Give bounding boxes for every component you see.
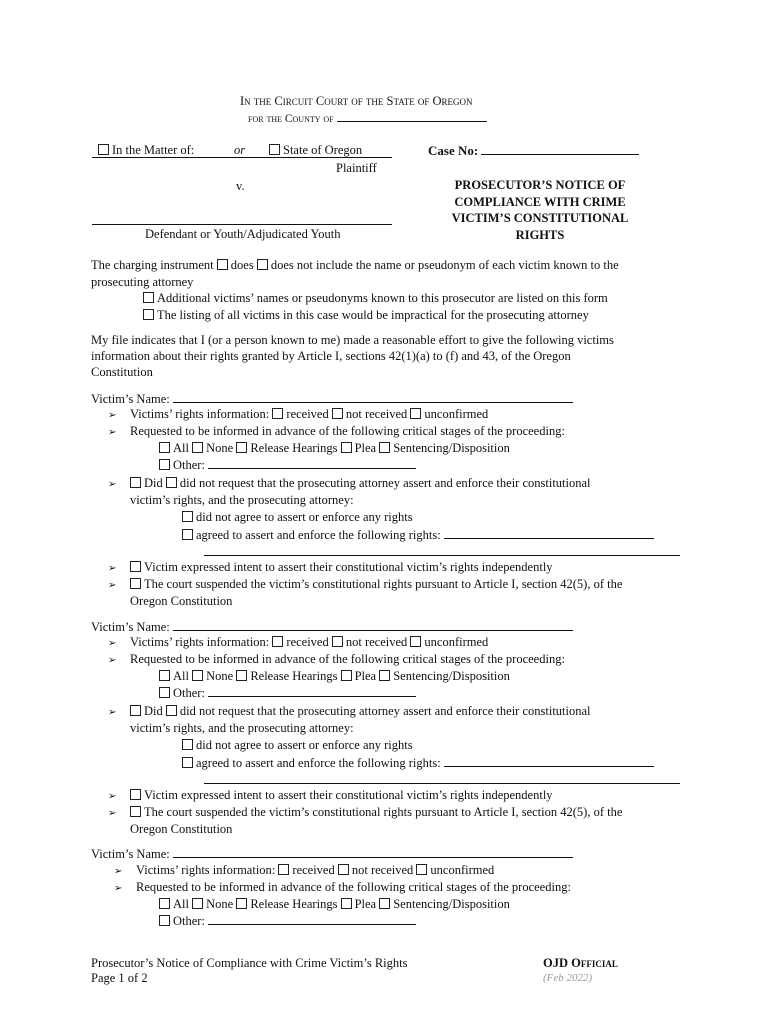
suspended-line-2: Oregon Constitution bbox=[130, 822, 233, 836]
title-line: COMPLIANCE WITH CRIME bbox=[454, 194, 626, 209]
other-field[interactable] bbox=[208, 913, 416, 925]
did-row: ➢ Did did not request that the prosecuting attorney assert and enforce their constitutional bbox=[108, 704, 591, 718]
does-not-checkbox[interactable] bbox=[257, 259, 268, 270]
agreed-row: agreed to assert and enforce the following rights: bbox=[182, 527, 654, 543]
other-checkbox[interactable] bbox=[159, 687, 170, 698]
expressed-row: ➢ Victim expressed intent to assert their constitutional victim’s rights independently bbox=[108, 560, 553, 574]
county-field[interactable] bbox=[337, 110, 487, 122]
arrow-bullet-icon: ➢ bbox=[114, 866, 123, 877]
state-row bbox=[269, 143, 362, 158]
arrow-bullet-icon: ➢ bbox=[114, 883, 123, 894]
victim-name-field[interactable] bbox=[173, 619, 573, 631]
arrow-bullet-icon: ➢ bbox=[108, 479, 117, 490]
victim-name-field[interactable] bbox=[173, 846, 573, 858]
court-heading: In the Circuit Court of the State of Oregon bbox=[240, 94, 473, 108]
victim-name-row: Victim’s Name: bbox=[91, 846, 573, 862]
arrow-bullet-icon: ➢ bbox=[108, 791, 117, 802]
other-checkbox[interactable] bbox=[159, 459, 170, 470]
additional-victims-row: Additional victims’ names or pseudonyms known to this prosecutor are listed on this form bbox=[143, 291, 608, 306]
impractical-checkbox[interactable] bbox=[143, 309, 154, 320]
not-received-checkbox[interactable] bbox=[332, 636, 343, 647]
expressed-checkbox[interactable] bbox=[130, 789, 141, 800]
suspended-row: ➢ The court suspended the victim’s constitutional rights pursuant to Article I, section 42(5), of the bbox=[108, 805, 623, 819]
unconfirmed-checkbox[interactable] bbox=[410, 636, 421, 647]
title-line: RIGHTS bbox=[515, 227, 565, 242]
agreed-field[interactable] bbox=[444, 527, 654, 539]
stages-row: All None Release Hearings Plea Sentencing/Disposition bbox=[159, 669, 510, 684]
received-checkbox[interactable] bbox=[272, 636, 283, 647]
county-label: for the County of bbox=[248, 110, 487, 127]
title-line: VICTIM’S CONSTITUTIONAL bbox=[451, 211, 629, 225]
plaintiff-label: Plaintiff bbox=[336, 161, 377, 175]
received-checkbox[interactable] bbox=[278, 864, 289, 875]
versus-label: v. bbox=[236, 179, 245, 193]
did-line-2: victim’s rights, and the prosecuting attorney: bbox=[130, 721, 354, 735]
requested-row: ➢ Requested to be informed in advance of the following critical stages of the proceeding: bbox=[114, 880, 571, 894]
form-date: (Feb 2022) bbox=[543, 972, 593, 984]
footer-title: Prosecutor’s Notice of Compliance with Crime Victim’s Rights bbox=[91, 956, 408, 970]
state-checkbox[interactable] bbox=[269, 144, 280, 155]
suspended-line-2: Oregon Constitution bbox=[130, 594, 233, 608]
plea-checkbox[interactable] bbox=[341, 898, 352, 909]
suspended-checkbox[interactable] bbox=[130, 806, 141, 817]
suspended-checkbox[interactable] bbox=[130, 578, 141, 589]
release-checkbox[interactable] bbox=[236, 442, 247, 453]
stages-row: All None Release Hearings Plea Sentencing/Disposition bbox=[159, 897, 510, 912]
none-checkbox[interactable] bbox=[192, 898, 203, 909]
document-title bbox=[430, 177, 650, 243]
all-checkbox[interactable] bbox=[159, 442, 170, 453]
other-checkbox[interactable] bbox=[159, 915, 170, 926]
sentencing-checkbox[interactable] bbox=[379, 670, 390, 681]
unconfirmed-checkbox[interactable] bbox=[410, 408, 421, 419]
arrow-bullet-icon: ➢ bbox=[108, 655, 117, 666]
plea-checkbox[interactable] bbox=[341, 670, 352, 681]
expressed-checkbox[interactable] bbox=[130, 561, 141, 572]
state-label: State of Oregon bbox=[283, 143, 363, 157]
charging-line: The charging instrument does does not include the name or pseudonym of each victim known to the bbox=[91, 258, 619, 272]
arrow-bullet-icon: ➢ bbox=[108, 808, 117, 819]
file-para-line: information about their rights granted by Article I, sections 42(1)(a) to (f) and 43, of the Oregon bbox=[91, 349, 571, 363]
agreed-field-continued[interactable] bbox=[204, 783, 680, 784]
rights-info-row: ➢ Victims’ rights information: received not received unconfirmed bbox=[108, 407, 489, 421]
agreed-checkbox[interactable] bbox=[182, 529, 193, 540]
or-label: or bbox=[234, 143, 246, 157]
agreed-row: agreed to assert and enforce the following rights: bbox=[182, 755, 654, 771]
did-checkbox[interactable] bbox=[130, 477, 141, 488]
arrow-bullet-icon: ➢ bbox=[108, 427, 117, 438]
victim-name-row: Victim’s Name: bbox=[91, 619, 573, 635]
file-para-line: Constitution bbox=[91, 365, 153, 379]
arrow-bullet-icon: ➢ bbox=[108, 580, 117, 591]
case-no-label: Case No: bbox=[428, 143, 639, 158]
defendant-label: Defendant or Youth/Adjudicated Youth bbox=[145, 227, 341, 241]
arrow-bullet-icon: ➢ bbox=[108, 707, 117, 718]
did-checkbox[interactable] bbox=[130, 705, 141, 716]
rights-info-row: ➢ Victims’ rights information: received not received unconfirmed bbox=[108, 635, 489, 649]
none-checkbox[interactable] bbox=[192, 442, 203, 453]
requested-row: ➢ Requested to be informed in advance of the following critical stages of the proceeding: bbox=[108, 424, 565, 438]
not-agree-checkbox[interactable] bbox=[182, 511, 193, 522]
rights-info-row: ➢ Victims’ rights information: received not received unconfirmed bbox=[114, 863, 495, 877]
not-agree-checkbox[interactable] bbox=[182, 739, 193, 750]
did-not-checkbox[interactable] bbox=[166, 477, 177, 488]
sentencing-checkbox[interactable] bbox=[379, 898, 390, 909]
received-checkbox[interactable] bbox=[272, 408, 283, 419]
charging-line-2: prosecuting attorney bbox=[91, 275, 194, 289]
case-no-field[interactable] bbox=[481, 143, 639, 155]
all-checkbox[interactable] bbox=[159, 670, 170, 681]
page-number: Page 1 of 2 bbox=[91, 971, 148, 985]
none-checkbox[interactable] bbox=[192, 670, 203, 681]
release-checkbox[interactable] bbox=[236, 898, 247, 909]
other-row: Other: bbox=[159, 685, 416, 701]
other-field[interactable] bbox=[208, 685, 416, 697]
did-row: ➢ Did did not request that the prosecuting attorney assert and enforce their constitutional bbox=[108, 476, 591, 490]
arrow-bullet-icon: ➢ bbox=[108, 563, 117, 574]
agreed-checkbox[interactable] bbox=[182, 757, 193, 768]
expressed-row: ➢ Victim expressed intent to assert their constitutional victim’s rights independently bbox=[108, 788, 553, 802]
other-row: Other: bbox=[159, 913, 416, 929]
ojd-official-label: OJD Official bbox=[543, 956, 618, 970]
defendant-line[interactable] bbox=[92, 224, 392, 225]
victim-name-row: Victim’s Name: bbox=[91, 391, 573, 407]
arrow-bullet-icon: ➢ bbox=[108, 638, 117, 649]
suspended-row: ➢ The court suspended the victim’s constitutional rights pursuant to Article I, section 42(5), of the bbox=[108, 577, 623, 591]
agreed-field[interactable] bbox=[444, 755, 654, 767]
all-checkbox[interactable] bbox=[159, 898, 170, 909]
did-not-checkbox[interactable] bbox=[166, 705, 177, 716]
not-agree-row: did not agree to assert or enforce any rights bbox=[182, 738, 413, 753]
arrow-bullet-icon: ➢ bbox=[108, 410, 117, 421]
victim-name-field[interactable] bbox=[173, 391, 573, 403]
unconfirmed-checkbox[interactable] bbox=[416, 864, 427, 875]
other-field[interactable] bbox=[208, 457, 416, 469]
agreed-field-continued[interactable] bbox=[204, 555, 680, 556]
release-checkbox[interactable] bbox=[236, 670, 247, 681]
requested-row: ➢ Requested to be informed in advance of the following critical stages of the proceeding: bbox=[108, 652, 565, 666]
not-received-checkbox[interactable] bbox=[338, 864, 349, 875]
impractical-row: The listing of all victims in this case would be impractical for the prosecuting attorney bbox=[143, 308, 589, 323]
other-row: Other: bbox=[159, 457, 416, 473]
not-agree-row: did not agree to assert or enforce any rights bbox=[182, 510, 413, 525]
sentencing-checkbox[interactable] bbox=[379, 442, 390, 453]
matter-of-label: In the Matter of: bbox=[112, 143, 195, 157]
file-para-line: My file indicates that I (or a person known to me) made a reasonable effort to give the following victims bbox=[91, 333, 614, 347]
plea-checkbox[interactable] bbox=[341, 442, 352, 453]
not-received-checkbox[interactable] bbox=[332, 408, 343, 419]
did-line-2: victim’s rights, and the prosecuting attorney: bbox=[130, 493, 354, 507]
matter-of-checkbox[interactable] bbox=[98, 144, 109, 155]
matter-of-row bbox=[98, 143, 194, 158]
stages-row: All None Release Hearings Plea Sentencing/Disposition bbox=[159, 441, 510, 456]
additional-victims-checkbox[interactable] bbox=[143, 292, 154, 303]
does-checkbox[interactable] bbox=[217, 259, 228, 270]
title-line: PROSECUTOR’S NOTICE OF bbox=[454, 178, 626, 192]
